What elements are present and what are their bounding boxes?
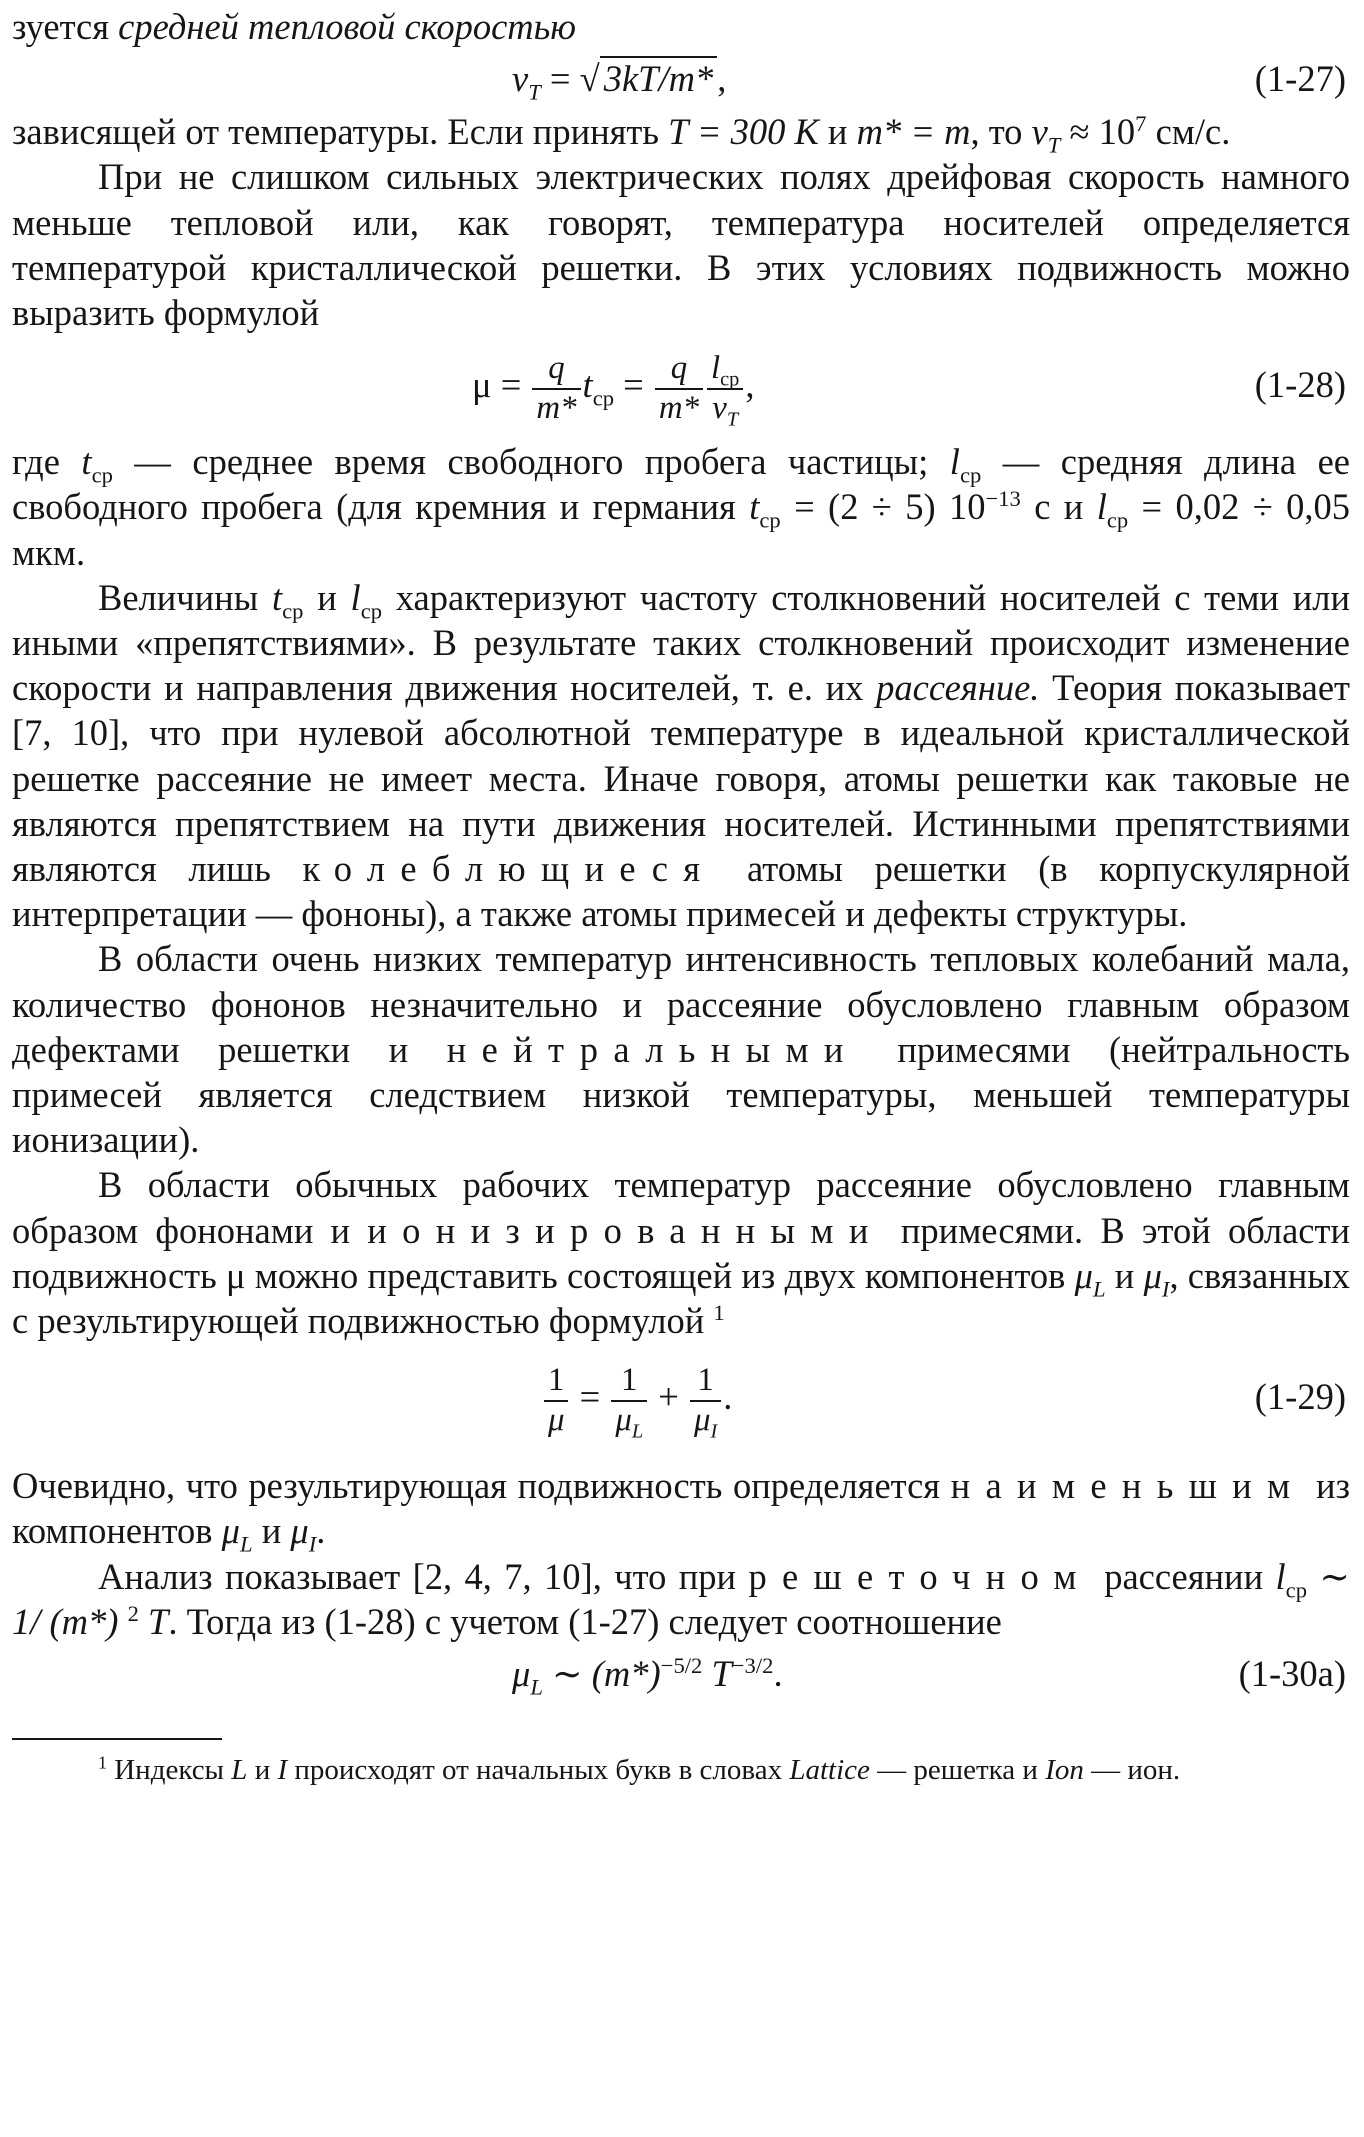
text-run: Индексы: [106, 1754, 232, 1787]
text-run: — решетка и: [869, 1754, 1046, 1787]
math-inline: L: [231, 1754, 248, 1787]
math-inline: = (2 ÷ 5) 10: [780, 486, 986, 528]
text-run: и: [1105, 1254, 1144, 1296]
paragraph-5: [12, 936, 1350, 1162]
math-subscript: ср: [282, 598, 304, 624]
text-run: — среднее время свободного пробега частицы;: [112, 441, 950, 483]
fraction: [611, 1362, 647, 1443]
eq-sign: =: [540, 58, 580, 100]
denominator: m*: [658, 389, 700, 426]
fraction: [690, 1362, 721, 1443]
math-subscript: L: [240, 1531, 253, 1557]
text-run: Величины: [98, 576, 272, 618]
eq-subscript: T: [726, 408, 739, 431]
text-run: и: [303, 576, 351, 618]
math-inline: t: [271, 576, 283, 618]
eq-subscript: ср: [592, 385, 615, 411]
math-inline: μ: [290, 1510, 309, 1552]
math-inline: l: [1275, 1555, 1286, 1597]
eq-symbol: T: [702, 1653, 732, 1695]
equation-number: (1-27): [1254, 58, 1346, 100]
math-inline: t: [749, 486, 760, 528]
numerator: 1: [611, 1362, 647, 1402]
eq-subscript: L: [530, 1674, 543, 1700]
italic-word: Lattice: [789, 1754, 870, 1787]
text-run: и: [247, 1754, 278, 1787]
text-run: атомы решетки (в корпускулярной интерпретации — фононы), а также атомы примесей и дефекты структуры.: [12, 848, 1351, 935]
math-inline: I: [277, 1754, 288, 1787]
spaced-term: колеблющиеся: [302, 848, 716, 890]
text-run: зависящей от температуры. Если принять: [12, 111, 669, 153]
math-inline: μ: [221, 1510, 240, 1552]
math-superscript: 7: [1135, 111, 1147, 137]
footnote-mark: 1: [98, 1752, 107, 1773]
text-run: и: [818, 111, 857, 153]
numerator: 1: [690, 1362, 721, 1402]
italic-term: средней тепловой скоростью: [118, 6, 576, 47]
math-subscript: T: [1047, 132, 1061, 158]
text-run: и: [1050, 486, 1097, 528]
math-superscript: 2: [127, 1600, 139, 1626]
math-inline: ≈ 10: [1060, 111, 1136, 153]
text-run: .: [316, 1510, 326, 1552]
text-run: и: [252, 1510, 291, 1552]
paragraph-2: При не слишком сильных электрических полях дрейфовая скорость намного меньше тепловой или, как говорят, температура носителей определяется температурой кристаллической решетки. В этих условиях подвижность можно выразить формулой: [12, 156, 1350, 334]
text-run: рассеянии: [1091, 1555, 1276, 1597]
math-inline: v: [1031, 111, 1048, 153]
math-subscript: L: [1092, 1276, 1106, 1302]
denominator: μ: [693, 1401, 711, 1438]
fraction: [707, 350, 743, 431]
paragraph-7: [12, 1463, 1350, 1557]
text-run: Анализ показывает [2, 4, 7, 10], что при: [98, 1555, 749, 1597]
math-subscript: ср: [91, 462, 113, 488]
math-subscript: I: [1161, 1276, 1170, 1302]
denominator: v: [712, 389, 727, 426]
eq-superscript: −3/2: [731, 1652, 774, 1678]
math-inline: = 0,02 ÷ 0,05 мкм: [12, 486, 1351, 573]
eq-sign: =: [614, 364, 653, 406]
text-run: где: [12, 441, 82, 483]
eq-superscript: −5/2: [660, 1652, 703, 1678]
paragraph-1: [12, 109, 1350, 158]
footnote: [12, 1752, 1350, 1788]
footnote-ref: 1: [713, 1299, 725, 1325]
spaced-term: нейтральными: [446, 1028, 859, 1070]
math-subscript: I: [308, 1531, 317, 1557]
math-inline: t: [81, 441, 92, 483]
numerator: q: [670, 350, 688, 387]
eq-punct: ,: [745, 364, 755, 406]
eq-symbol: μ =: [472, 364, 531, 406]
denominator: m*: [536, 389, 577, 426]
text-run: зуется: [12, 6, 119, 47]
math-superscript: −13: [985, 486, 1021, 512]
math-inline: l: [350, 576, 361, 618]
text-run: характеризуют частоту столкновений носителей с теми или иными «препятствиями». В результате таких столкновений происходит изменение скорости и направления движения носителей, т. е. их: [12, 576, 1350, 709]
math-subscript: ср: [360, 598, 383, 624]
eq-symbol: μ: [512, 1653, 531, 1695]
equation-1-30a: [12, 1644, 1350, 1704]
numerator: q: [548, 350, 565, 387]
equation-1-28: [12, 339, 1350, 431]
eq-sign: +: [649, 1376, 688, 1418]
equation-number: (1-28): [1254, 364, 1346, 406]
text-run: — ион.: [1083, 1754, 1181, 1787]
radicand: 3kT/m*: [600, 56, 718, 99]
eq-subscript: ср: [720, 368, 740, 391]
footnote-divider: [12, 1738, 222, 1740]
math-subscript: ср: [1285, 1576, 1308, 1602]
text-run: В области очень низких температур интенсивность тепловых колебаний мала, количество фононов незначительно и рассеяние обусловлено главным образом дефектами решетки и: [12, 938, 1350, 1070]
paragraph-8: [12, 1554, 1350, 1644]
eq-symbol: t: [582, 364, 593, 406]
text-run: см/с.: [1146, 111, 1231, 153]
eq-punct: ,: [717, 58, 727, 100]
text-run: В области обычных рабочих температур рассеяние обусловлено главным образом фононами и: [12, 1164, 1350, 1251]
text-run: примесями. В этой области подвижность μ можно представить состоящей из двух компонентов: [12, 1209, 1350, 1296]
denominator: μ: [548, 1401, 565, 1438]
spaced-term: наименьшим: [950, 1465, 1306, 1507]
numerator: l: [711, 350, 721, 387]
equation-1-29: [12, 1347, 1350, 1447]
eq-subscript: L: [631, 1420, 644, 1443]
math-inline: T = 300 К: [668, 111, 819, 153]
denominator: μ: [615, 1401, 632, 1438]
math-inline: l: [949, 441, 960, 483]
equation-1-27: [12, 49, 1350, 109]
math-inline: m* = m: [856, 111, 971, 153]
eq-symbol: v: [512, 58, 529, 100]
text-run: . Тогда из (1-28) с учетом (1-27) следует соотношение: [168, 1600, 1002, 1642]
text-run: .: [75, 531, 86, 573]
eq-punct: .: [773, 1653, 783, 1695]
text-run: происходят от начальных букв в словах: [287, 1754, 790, 1787]
math-inline: с: [1020, 486, 1051, 528]
math-subscript: ср: [759, 507, 781, 533]
eq-subscript: T: [528, 79, 541, 105]
math-inline: ∼ 1/ (m*): [12, 1555, 1350, 1642]
text-run: Очевидно, что результирующая подвижность определяется: [12, 1465, 951, 1507]
italic-term: рассеяние.: [876, 667, 1040, 709]
paragraph-0: [12, 4, 1350, 49]
math-inline: μ: [1074, 1254, 1093, 1296]
text-run: примесями (нейтральность примесей является следствием низкой температуры, меньшей температуры ионизации).: [12, 1028, 1350, 1161]
eq-relation: ∼ (m*): [542, 1653, 661, 1695]
equation-number: (1-30а): [1238, 1653, 1346, 1695]
text-run: — средняя длина ее свободного пробега (для кремния и германия: [12, 441, 1350, 528]
fraction: [532, 350, 580, 428]
text-run: из компонентов: [12, 1465, 1350, 1552]
text-run: , связанных с результирующей подвижностью формулой: [12, 1254, 1350, 1342]
sqrt-sign: √: [579, 58, 600, 100]
paragraph-3: [12, 439, 1350, 575]
eq-subscript: I: [710, 1420, 718, 1443]
math-inline: l: [1096, 486, 1107, 528]
numerator: 1: [544, 1362, 568, 1402]
paragraph-6: [12, 1162, 1350, 1343]
eq-sign: =: [570, 1376, 610, 1418]
math-inline: T: [138, 1600, 169, 1642]
math-subscript: ср: [1106, 507, 1129, 533]
paragraph-4: [12, 575, 1350, 937]
spaced-term: ионизированными: [367, 1209, 884, 1251]
italic-word: Ion: [1045, 1754, 1084, 1787]
text-run: Теория показывает [7, 10], что при нулевой абсолютной температуре в идеальной кристаллической решетке рассеяние не имеет места. Иначе говоря, атомы решетки как таковые не являются препятствием на пути движения носителей. Истинными препятствиями являются лишь: [12, 667, 1351, 890]
equation-number: (1-29): [1254, 1376, 1346, 1418]
fraction: [655, 350, 703, 428]
eq-punct: .: [723, 1376, 733, 1418]
math-subscript: ср: [959, 462, 982, 488]
math-inline: μ: [1143, 1254, 1162, 1296]
text-run: , то: [970, 111, 1032, 153]
spaced-term: решеточном: [748, 1555, 1092, 1597]
fraction: [544, 1362, 568, 1440]
